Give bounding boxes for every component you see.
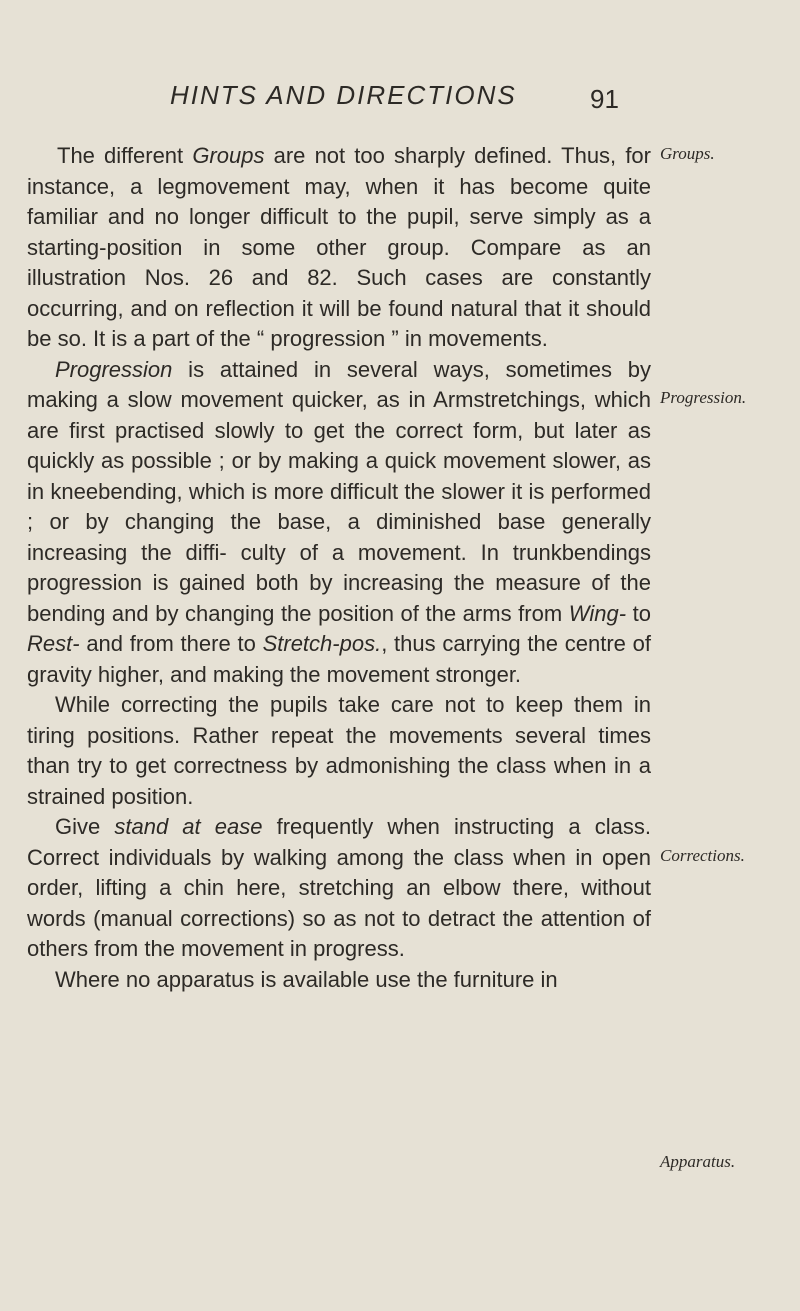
margin-note-groups: Groups. xyxy=(660,144,715,163)
paragraph-corrections: While correcting the pupils take care not to keep them in tiring positions. Rather repeat the movements several times than try to get correctness by admonishing the class when in a strained position. xyxy=(27,692,651,809)
margin-note-progression: Progression. xyxy=(660,388,747,407)
paragraph-apparatus: Where no apparatus is available use the furniture in xyxy=(55,966,558,992)
term-stretch-pos: Stretch-pos. xyxy=(262,631,382,656)
term-progression: Progression xyxy=(55,356,173,382)
page-number: 91 xyxy=(590,84,619,114)
margin-note-apparatus: Apparatus. xyxy=(660,1152,736,1171)
term-wing: Wing- xyxy=(568,600,627,626)
term-stand-at-ease: stand at ease xyxy=(114,814,263,839)
body-text xyxy=(27,141,651,995)
margin-note-corrections: Corrections. xyxy=(660,846,745,865)
paragraph-progression: Progression is attained in several ways, sometimes by making a slow movement quicker, as in Armstretchings, which are first practised slowly to get the correct form, but later as quickly as possible ; or by making a quick movement slower, as in kneebending, which is more difficult the slower it is performed ; or by changing the base, a diminished base generally increasing the diffi- culty of a movement. In trunkbendings progression is gained both by increasing the measure of the bending and by changing the position of the arms from Wing- to Rest- and from there to Stretch-pos., thus carrying the centre of gravity higher, and making the movement stronger. xyxy=(27,356,652,687)
running-title: HINTS AND DIRECTIONS xyxy=(170,80,517,110)
term-rest: Rest- xyxy=(27,631,80,656)
paragraph-groups: The different Groups are not too sharply defined. Thus, for instance, a legmovement may, when it has become quite familiar and no longer difficult to the pupil, serve simply as a starting-position in some other group. Compare as an illustration Nos. 26 and 82. Such cases are constantly occurring, and on reflection it will be found natural that it should be so. It is a part of the “ progression ” in movements. xyxy=(27,143,651,351)
term-groups: Groups xyxy=(192,143,265,168)
paragraph-stand-at-ease: Give stand at ease frequently when instructing a class. Correct individuals by walking among the class when in open order, lifting a chin here, stretching an elbow there, without words (manual corrections) so as not to detract the attention of others from the movement in progress. xyxy=(27,814,651,961)
